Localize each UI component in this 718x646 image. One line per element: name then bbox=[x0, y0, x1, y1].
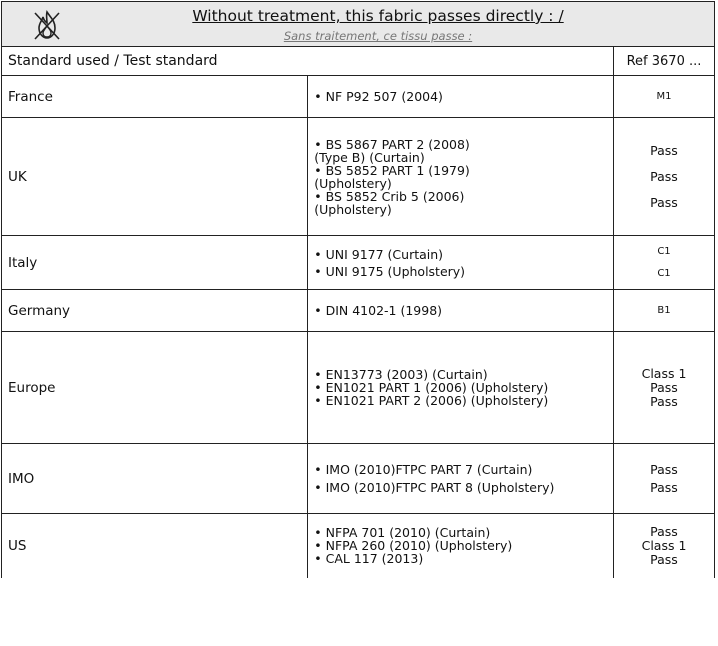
standard-line: • EN1021 PART 2 (2006) (Upholstery) bbox=[314, 393, 549, 408]
standard-line: (Upholstery) bbox=[314, 201, 392, 217]
result-value: Pass bbox=[650, 461, 678, 477]
table-row bbox=[2, 444, 714, 514]
result-value: M1 bbox=[656, 90, 672, 102]
standards-cell bbox=[308, 332, 614, 444]
certification-sheet bbox=[1, 1, 715, 578]
standards-cell bbox=[308, 76, 614, 118]
standard-line: • UNI 9177 (Curtain) bbox=[314, 246, 444, 262]
column-header-row bbox=[2, 47, 714, 76]
result-value: Class 1 bbox=[641, 365, 687, 381]
header-banner bbox=[2, 2, 714, 47]
result-value: Pass bbox=[650, 523, 678, 539]
country-cell: Italy bbox=[2, 236, 308, 290]
standards-cell bbox=[308, 514, 614, 578]
standard-line: • NFPA 701 (2010) (Curtain) bbox=[314, 525, 491, 541]
result-cell bbox=[614, 444, 715, 514]
result-value: Pass bbox=[650, 479, 678, 495]
standard-line: • BS 5852 PART 1 (1979) bbox=[314, 162, 470, 178]
standards-cell bbox=[308, 444, 614, 514]
country-cell: UK bbox=[2, 118, 308, 236]
table-row bbox=[2, 290, 714, 332]
country-cell: IMO bbox=[2, 444, 308, 514]
standard-line: • DIN 4102-1 (1998) bbox=[314, 303, 443, 318]
result-cell bbox=[614, 290, 715, 332]
result-cell bbox=[614, 514, 715, 578]
country-cell: Europe bbox=[2, 332, 308, 444]
standards-cell bbox=[308, 290, 614, 332]
standard-line: • NFPA 260 (2010) (Upholstery) bbox=[314, 538, 513, 554]
standard-line: • IMO (2010)FTPC PART 7 (Curtain) bbox=[314, 462, 533, 477]
country-cell: France bbox=[2, 76, 308, 118]
standard-line: • BS 5867 PART 2 (2008) bbox=[314, 136, 470, 152]
standard-line: • IMO (2010)FTPC PART 8 (Upholstery) bbox=[314, 480, 555, 495]
header-subtitle: Sans traitement, ce tissu passe : bbox=[283, 29, 473, 43]
standard-line: (Type B) (Curtain) bbox=[314, 149, 425, 165]
table-row bbox=[2, 118, 714, 236]
result-cell bbox=[614, 118, 715, 236]
result-value: C1 bbox=[657, 245, 671, 257]
ref-column-header: Ref 3670 ... bbox=[626, 53, 702, 69]
result-cell bbox=[614, 76, 715, 118]
table-row bbox=[2, 332, 714, 444]
result-value: Pass bbox=[650, 142, 678, 158]
standard-line: • UNI 9175 (Upholstery) bbox=[314, 263, 466, 279]
standards-cell bbox=[308, 118, 614, 236]
result-value: Pass bbox=[650, 551, 678, 567]
standard-line: • BS 5852 Crib 5 (2006) bbox=[314, 188, 465, 204]
standard-line: • NF P92 507 (2004) bbox=[314, 89, 443, 104]
table-row bbox=[2, 236, 714, 290]
standards-table bbox=[2, 47, 714, 578]
standard-line: (Upholstery) bbox=[314, 175, 392, 191]
result-value: C1 bbox=[657, 267, 671, 279]
country-cell: US bbox=[2, 514, 308, 578]
standard-line: • EN1021 PART 1 (2006) (Upholstery) bbox=[314, 380, 549, 395]
table-row bbox=[2, 514, 714, 578]
result-value: B1 bbox=[657, 304, 671, 316]
result-cell bbox=[614, 236, 715, 290]
result-value: Pass bbox=[650, 379, 678, 395]
result-value: Pass bbox=[650, 393, 678, 409]
standard-line: • CAL 117 (2013) bbox=[314, 551, 424, 567]
result-cell bbox=[614, 332, 715, 444]
result-value: Pass bbox=[650, 168, 678, 184]
table-row bbox=[2, 76, 714, 118]
standard-line: • EN13773 (2003) (Curtain) bbox=[314, 367, 488, 382]
country-cell: Germany bbox=[2, 290, 308, 332]
result-value: Pass bbox=[650, 194, 678, 210]
header-title: Without treatment, this fabric passes directly : / bbox=[192, 7, 564, 25]
standard-column-header: Standard used / Test standard bbox=[2, 47, 614, 76]
result-value: Class 1 bbox=[641, 537, 687, 553]
standards-cell bbox=[308, 236, 614, 290]
